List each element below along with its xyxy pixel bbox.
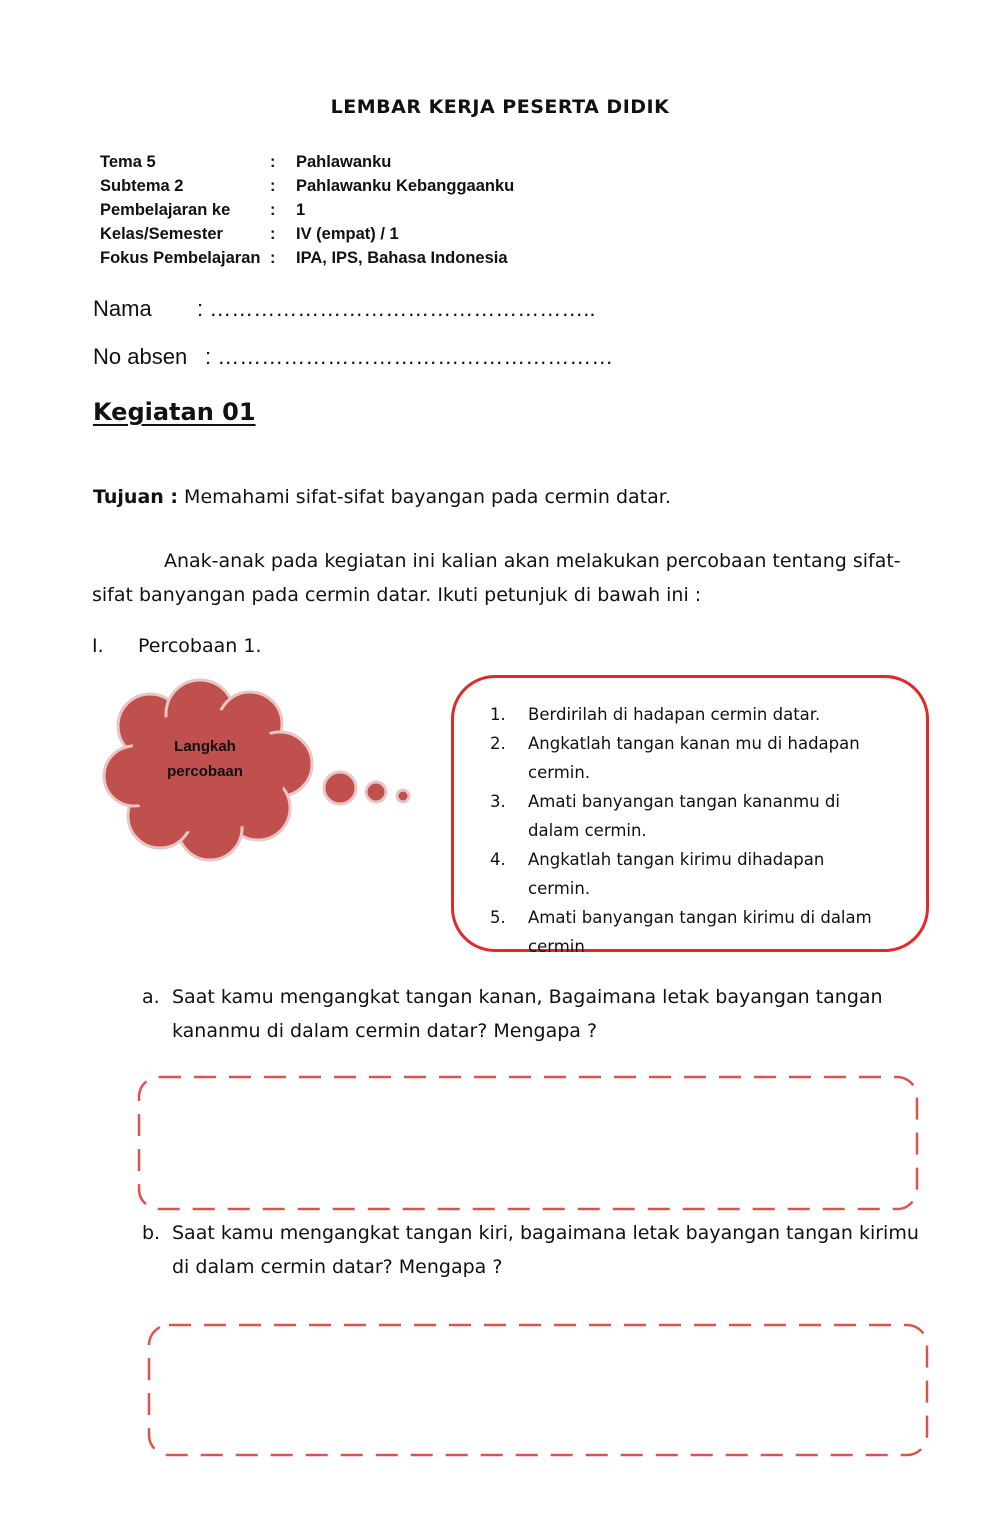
step-number: 3.	[490, 792, 506, 811]
step-text: Amati banyangan tangan kirimu di dalam cermin	[528, 908, 872, 956]
absen-field[interactable]	[93, 344, 613, 370]
meta-label: Tema 5	[100, 153, 156, 171]
meta-label: Subtema 2	[100, 177, 184, 195]
step-item	[490, 700, 888, 729]
absen-blank[interactable]: : ………………………………………………	[205, 344, 614, 369]
question-number: b.	[142, 1222, 161, 1244]
absen-label: No absen	[93, 344, 188, 369]
step-text: Angkatlah tangan kanan mu di hadapan cermin.	[528, 734, 860, 782]
step-item	[490, 787, 888, 845]
meta-value: IV (empat) / 1	[296, 225, 399, 243]
meta-row-tema	[100, 150, 514, 174]
nama-blank[interactable]: : ……………………………………………..	[197, 296, 596, 321]
step-item	[490, 903, 888, 961]
cloud-label: Langkah percobaan	[167, 738, 243, 780]
meta-label: Pembelajaran ke	[100, 201, 231, 219]
dashed-border-icon	[146, 1322, 930, 1458]
meta-row-fokus	[100, 246, 514, 270]
nama-label: Nama	[93, 296, 152, 321]
meta-colon: :	[270, 225, 276, 243]
thought-cloud	[100, 676, 420, 876]
meta-colon: :	[270, 177, 276, 195]
step-number: 4.	[490, 850, 506, 869]
steps-box	[451, 675, 929, 956]
worksheet-meta	[100, 150, 514, 270]
step-item	[490, 845, 888, 903]
dashed-border-icon	[136, 1074, 920, 1212]
nama-field[interactable]	[93, 296, 595, 322]
step-number: 2.	[490, 734, 506, 753]
step-text: Berdirilah di hadapan cermin datar.	[528, 705, 821, 724]
worksheet-title: LEMBAR KERJA PESERTA DIDIK	[330, 96, 670, 118]
meta-value: 1	[296, 201, 306, 219]
question-number: a.	[142, 986, 160, 1008]
meta-label: Fokus Pembelajaran	[100, 249, 261, 267]
objective-label: Tujuan :	[93, 486, 178, 508]
step-text: Angkatlah tangan kirimu dihadapan cermin.	[528, 850, 825, 898]
question-text: Saat kamu mengangkat tangan kanan, Bagaimana letak bayangan tangan kananmu di dalam cermin datar? Mengapa ?	[172, 986, 883, 1042]
meta-value: IPA, IPS, Bahasa Indonesia	[296, 249, 508, 267]
section-number: I.	[92, 635, 104, 657]
question-b	[142, 1216, 942, 1284]
meta-colon: :	[270, 249, 276, 267]
meta-row-subtema	[100, 174, 514, 198]
meta-row-kelas	[100, 222, 514, 246]
answer-box-a[interactable]	[136, 1074, 920, 1212]
meta-row-pembelajaran	[100, 198, 514, 222]
meta-value: Pahlawanku Kebanggaanku	[296, 177, 515, 195]
step-text: Amati banyangan tangan kananmu di dalam cermin.	[528, 792, 840, 840]
section-heading	[92, 629, 262, 663]
question-a	[142, 980, 942, 1048]
meta-value: Pahlawanku	[296, 153, 392, 171]
question-text: Saat kamu mengangkat tangan kiri, bagaimana letak bayangan tangan kirimu di dalam cermin datar? Mengapa ?	[172, 1222, 919, 1278]
meta-colon: :	[270, 201, 276, 219]
activity-heading: Kegiatan 01	[93, 398, 256, 426]
intro-paragraph: Anak-anak pada kegiatan ini kalian akan melakukan percobaan tentang sifat-sifat banyangan pada cermin datar. Ikuti petunjuk di bawah ini :	[92, 550, 901, 606]
section-title: Percobaan 1.	[138, 635, 262, 657]
answer-box-b[interactable]	[146, 1322, 930, 1458]
meta-label: Kelas/Semester	[100, 225, 223, 243]
step-number: 5.	[490, 908, 506, 927]
steps-list	[490, 700, 888, 961]
step-number: 1.	[490, 705, 506, 724]
meta-colon: :	[270, 153, 276, 171]
objective-text: Memahami sifat-sifat bayangan pada cermin datar.	[184, 486, 671, 508]
objective	[93, 480, 671, 514]
step-item	[490, 729, 888, 787]
